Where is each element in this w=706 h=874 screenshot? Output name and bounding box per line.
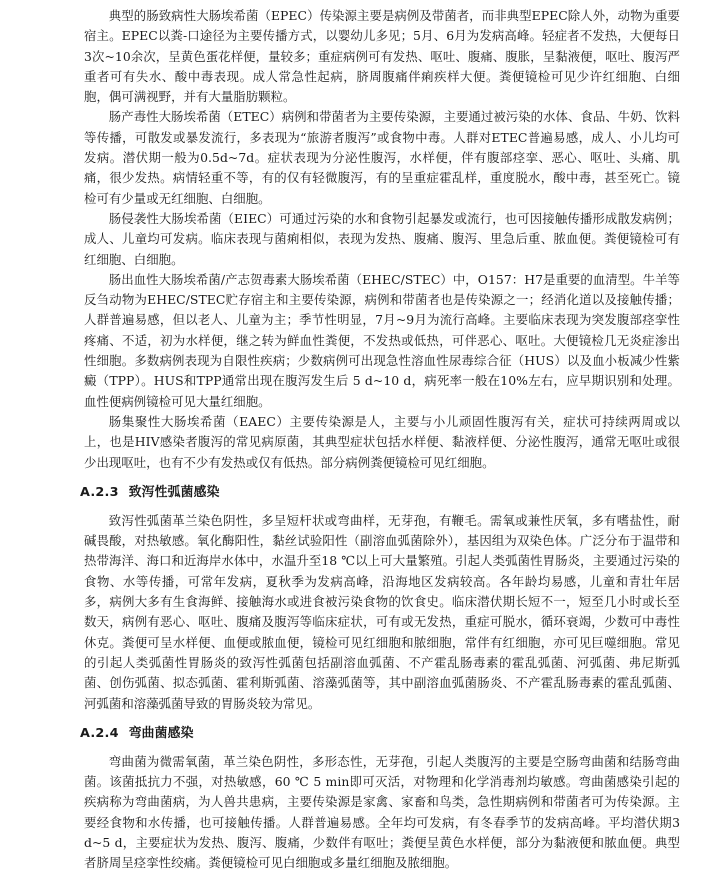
section-title: 弯曲菌感染	[128, 725, 194, 741]
paragraph-campylobacter: 弯曲菌为微需氧菌，革兰染色阴性，多形态性，无芽孢，引起人类腹泻的主要是空肠弯曲菌和结肠弯曲菌。该菌抵抗力不强，对热敏感，60 ℃ 5 min即可灭活，对物理和化学消毒剂均敏感。弯曲菌感染引起的疾病称为弯曲菌病，为人兽共患病，主要传染源是家禽、家畜和鸟类，急性期病例和带菌者可为传染源。主要经食物和水传播，也可接触传播。人群普遍易感。全年均可发病，有冬春季节的发病高峰。平均潜伏期3 d~5 d，主要症状为发热、腹泻、腹痛，少数伴有呕吐；粪便呈黄色水样便，部分为黏液便和脓血便。典型者脐周呈痉挛性绞痛。粪便镜检可见白细胞或多量红细胞及脓细胞。	[84, 753, 680, 871]
paragraph-etec: 肠产毒性大肠埃希菌（ETEC）病例和带菌者为主要传染源，主要通过被污染的水体、食品、牛奶、饮料等传播，可散发或暴发流行，多表现为“旅游者腹泻”或食物中毒。人群对ETEC普遍易感，成人、小儿均可发病。潜伏期一般为0.5d~7d。症状表现为分泌性腹泻，水样便，伴有腹部痉挛、恶心、呕吐、头痛、肌痛，很少发热。病情轻重不等，有的仅有轻微腹泻，有的呈重症霍乱样，重度脱水，酸中毒，甚至死亡。镜检可有少量或无红细胞、白细胞。	[84, 109, 680, 206]
section-heading-a24	[80, 724, 680, 744]
section-number: A.2.4	[80, 725, 119, 741]
paragraph-ehec: 肠出血性大肠埃希菌/产志贺毒素大肠埃希菌（EHEC/STEC）中，O157：H7是重要的血清型。牛羊等反刍动物为EHEC/STEC贮存宿主和主要传染源，病例和带菌者也是传染源之一；经消化道以及接触传播；人群普遍易感，但以老人、儿童为主；季节性明显，7月~9月为流行高峰。主要临床表现为突发腹部痉挛性疼痛、不适，初为水样便，继之转为鲜血性粪便，不发热或低热，可伴恶心、呕吐。大便镜检几无炎症渗出性细胞。多数病例表现为自限性疾病；少数病例可出现急性溶血性尿毒综合征（HUS）以及血小板减少性紫癜（TPP）。HUS和TPP通常出现在腹泻发生后 5 d~10 d，病死率一般在10%左右，应早期识别和处理。血性便病例镜检可见大量红细胞。	[84, 271, 680, 409]
section-heading-a23	[80, 483, 680, 503]
paragraph-vibrio: 致泻性弧菌革兰染色阴性，多呈短杆状或弯曲样，无芽孢，有鞭毛。需氧或兼性厌氧，多有嗜盐性，耐碱畏酸，对热敏感。氧化酶阳性，黏丝试验阳性（副溶血弧菌除外），基因组为双染色体。广泛分布于温带和热带海洋、海口和近海岸水体中，水温升至18 ℃以上可大量繁殖。引起人类弧菌性胃肠炎，主要通过污染的食物、水等传播，可常年发病，夏秋季为发病高峰，沿海地区发病较高。各年龄均易感，儿童和青壮年居多，病例大多有生食海鲜、接触海水或进食被污染食物的饮食史。临床潜伏期长短不一，短至几小时或长至数天，病例有恶心、呕吐、腹痛及腹泻等临床症状，可有或无发热，重症可脱水，循环衰竭，少数可中毒性休克。粪便可呈水样便、血便或脓血便，镜检可见红细胞和脓细胞，常伴有红细胞，亦可见巨噬细胞。常见的引起人类弧菌性胃肠炎的致泻性弧菌包括副溶血弧菌、不产霍乱肠毒素的霍乱弧菌、河弧菌、弗尼斯弧菌、创伤弧菌、拟态弧菌、霍利斯弧菌、溶藻弧菌等，其中副溶血弧菌肠炎、不产霍乱肠毒素的霍乱弧菌、河弧菌和溶藻弧菌导致的胃肠炎较为常见。	[84, 512, 680, 711]
paragraph-eiec: 肠侵袭性大肠埃希菌（EIEC）可通过污染的水和食物引起暴发或流行，也可因接触传播形成散发病例；成人、儿童均可发病。临床表现与菌痢相似，表现为发热、腹痛、腹泻、里急后重、脓血便。粪便镜检可有红细胞、白细胞。	[84, 210, 680, 267]
section-title: 致泻性弧菌感染	[128, 484, 220, 500]
paragraph-eaec: 肠集聚性大肠埃希菌（EAEC）主要传染源是人，主要与小儿顽固性腹泻有关，症状可持续两周或以上，也是HIV感染者腹泻的常见病原菌，其典型症状包括水样便、黏液样便、分泌性腹泻，通常无呕吐或很少出现呕吐，也有不少有发热或仅有低热。部分病例粪便镜检可见红细胞。	[84, 413, 680, 470]
section-number: A.2.3	[80, 484, 119, 500]
paragraph-epec: 典型的肠致病性大肠埃希菌（EPEC）传染源主要是病例及带菌者，而非典型EPEC除人外，动物为重要宿主。EPEC以粪-口途径为主要传播方式，以婴幼儿多见；5月、6月为发病高峰。轻症者不发热，大便每日3次~10余次，呈黄色蛋花样便，量较多；重症病例可有发热、呕吐、腹痛、腹胀，呈黏液便，呕吐、腹泻严重者可有失水、酸中毒表现。成人常急性起病，脐周腹痛伴痢疾样大便。粪便镜检可见少许红细胞、白细胞，偶可满视野，并有大量脂肪颗粒。	[84, 8, 680, 105]
